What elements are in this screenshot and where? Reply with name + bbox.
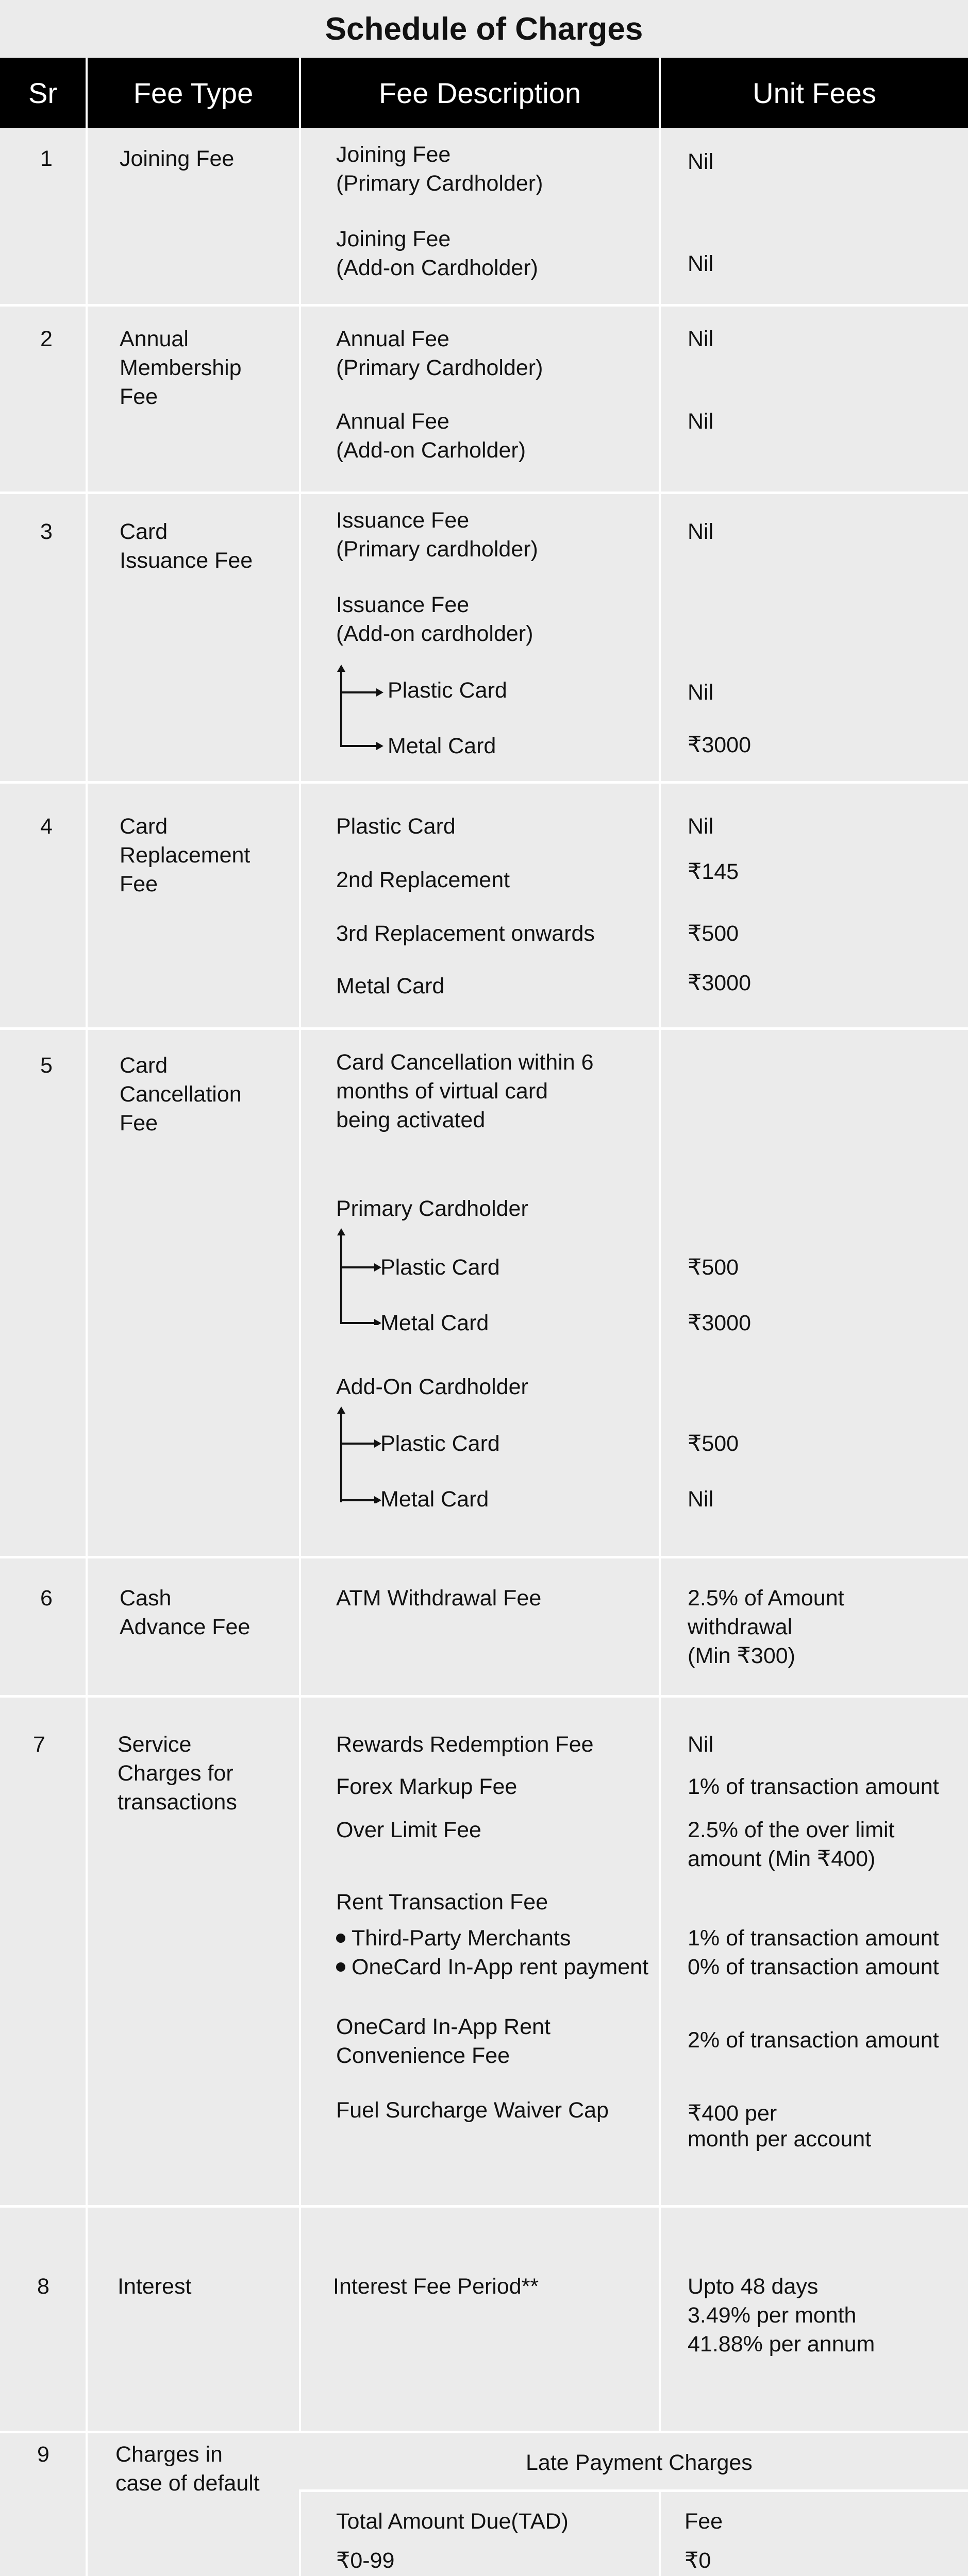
unit-fee-value: withdrawal [688, 1615, 793, 1639]
late-payment-divider [301, 2489, 968, 2492]
unit-fee-value: Nil [688, 1732, 714, 1757]
col-divider-2 [299, 58, 301, 2576]
fee-type-line: Charges in [115, 2442, 223, 2467]
row-divider [0, 492, 968, 494]
fee-description-line: Over Limit Fee [336, 1818, 481, 1842]
unit-fee-value: ₹145 [688, 859, 739, 884]
fee-description-line: Plastic Card [380, 1431, 500, 1456]
fee-description-line: Fuel Surcharge Waiver Cap [336, 2098, 609, 2123]
fee-description-line: Card Cancellation within 6 [336, 1050, 594, 1075]
late-payment-heading: Late Payment Charges [526, 2450, 753, 2475]
row-divider [0, 1027, 968, 1030]
fee-description-line: Metal Card [380, 1311, 489, 1335]
row-sr: 1 [40, 146, 53, 171]
fee-description-line: months of virtual card [336, 1079, 548, 1104]
fee-description-line: (Primary cardholder) [336, 537, 538, 562]
unit-fee-value: Nil [688, 1487, 714, 1512]
fee-description-line: Issuance Fee [336, 508, 470, 533]
unit-fee-value: ₹500 [688, 1255, 739, 1280]
fee-description-line: Third-Party Merchants [352, 1926, 571, 1951]
fee-type-line: Charges for [118, 1761, 233, 1786]
row-sr: 8 [37, 2274, 49, 2299]
unit-fee-value: ₹500 [688, 921, 739, 946]
unit-fee-value: 0% of transaction amount [688, 1955, 939, 1979]
fee-description-line: (Primary Cardholder) [336, 171, 543, 196]
fee-description-line: Annual Fee [336, 409, 449, 434]
fee-type-line: Fee [120, 384, 158, 409]
fee-description-line: Metal Card [336, 974, 445, 998]
late-payment-col-tad: Total Amount Due(TAD) [336, 2509, 569, 2534]
row-divider [0, 2431, 968, 2433]
unit-fee-value: 2.5% of Amount [688, 1586, 844, 1611]
fee-type-line: Annual [120, 327, 189, 351]
fee-description-line: (Primary Cardholder) [336, 355, 543, 380]
unit-fee-value: 2.5% of the over limit [688, 1818, 895, 1842]
header-unit-fees: Unit Fees [753, 76, 876, 109]
fee-description-line: ATM Withdrawal Fee [336, 1586, 542, 1611]
row-sr: 2 [40, 327, 53, 351]
fee-description-line: 2nd Replacement [336, 868, 510, 892]
row-sr: 9 [37, 2442, 49, 2467]
unit-fee-value: Nil [688, 814, 714, 839]
fee-type-line: Card [120, 519, 168, 544]
late-payment-col-fee: Fee [685, 2509, 723, 2534]
fee-description-line: 3rd Replacement onwards [336, 921, 595, 946]
fee-description-line: Metal Card [388, 734, 496, 758]
fee-type-line: Issuance Fee [120, 548, 253, 573]
tree-arrow-icon [330, 665, 387, 757]
row-sr: 7 [33, 1732, 45, 1757]
unit-fee-value: ₹500 [688, 1431, 739, 1456]
fee-type-line: case of default [115, 2471, 260, 2496]
fee-type-line: Card [120, 1053, 168, 1078]
fee-description-line: Plastic Card [388, 678, 507, 703]
unit-fee-value: 1% of transaction amount [688, 1774, 939, 1799]
fee-description-line: Joining Fee [336, 227, 451, 251]
unit-fee-value: Nil [688, 409, 714, 434]
fee-description-line: (Add-on Cardholder) [336, 256, 538, 280]
unit-fee-value: 2% of transaction amount [688, 2028, 939, 2053]
late-payment-col-gap [299, 2433, 301, 2489]
fee-description-line: Rent Transaction Fee [336, 1890, 548, 1914]
header-fee-type: Fee Type [133, 76, 254, 109]
row-sr: 6 [40, 1586, 53, 1611]
unit-fee-value: ₹3000 [688, 733, 752, 757]
fee-type-line: transactions [118, 1790, 237, 1815]
fee-description-line: Add-On Cardholder [336, 1375, 528, 1399]
row-sr: 3 [40, 519, 53, 544]
row-sr: 5 [40, 1053, 53, 1078]
unit-fee-value: 41.88% per annum [688, 2332, 875, 2357]
fee-description-line: Issuance Fee [336, 592, 470, 617]
fee-description-line: Plastic Card [336, 814, 456, 839]
row-divider [0, 1695, 968, 1698]
tree-arrow-icon [328, 1406, 385, 1503]
fee-description-line: OneCard In-App rent payment [352, 1955, 649, 1979]
unit-fee-value: ₹3000 [688, 1311, 752, 1335]
row-divider [0, 1556, 968, 1558]
table-header [0, 58, 968, 128]
fee-type-line: Fee [120, 872, 158, 896]
fee-description-line: Rewards Redemption Fee [336, 1732, 594, 1757]
fee-description-line: OneCard In-App Rent [336, 2014, 550, 2039]
col-divider-1 [86, 58, 88, 2576]
fee-type-line: Cancellation [120, 1082, 242, 1107]
unit-fee-value: month per account [688, 2127, 872, 2151]
unit-fee-value: Nil [688, 327, 714, 351]
unit-fee-value: 1% of transaction amount [688, 1926, 939, 1951]
fee-description-line: Annual Fee [336, 327, 449, 351]
header-fee-description: Fee Description [378, 76, 581, 109]
unit-fee-value: Upto 48 days [688, 2274, 819, 2299]
fee-description-line: (Add-on cardholder) [336, 621, 533, 646]
tier-tad: ₹0-99 [336, 2548, 395, 2573]
fee-description-line: Forex Markup Fee [336, 1774, 518, 1799]
unit-fee-value: Nil [688, 680, 714, 705]
fee-type-line: Interest [118, 2274, 192, 2299]
fee-description-line: Primary Cardholder [336, 1196, 528, 1221]
unit-fee-value: ₹3000 [688, 971, 752, 995]
row-divider [0, 781, 968, 784]
row-sr: 4 [40, 814, 53, 839]
fee-description-line: being activated [336, 1108, 486, 1132]
col-divider-3 [659, 58, 661, 2576]
bullet-icon [336, 1962, 345, 1972]
fee-type-line: Cash [120, 1586, 172, 1611]
fee-description-line: Interest Fee Period** [333, 2274, 539, 2299]
unit-fee-value: amount (Min ₹400) [688, 1846, 876, 1871]
unit-fee-value: 3.49% per month [688, 2303, 857, 2328]
unit-fee-value: (Min ₹300) [688, 1643, 795, 1668]
fee-description-line: Metal Card [380, 1487, 489, 1512]
unit-fee-value: ₹400 per [688, 2101, 777, 2126]
unit-fee-value: Nil [688, 519, 714, 544]
fee-type-line: Card [120, 814, 168, 839]
tree-arrow-icon [328, 1228, 385, 1325]
page-title: Schedule of Charges [325, 11, 643, 47]
unit-fee-value: Nil [688, 149, 714, 174]
fee-type-line: Service [118, 1732, 192, 1757]
tier-fee: ₹0 [685, 2548, 711, 2573]
bullet-icon [336, 1934, 345, 1943]
fee-description-line: Convenience Fee [336, 2043, 510, 2068]
unit-fee-value: Nil [688, 251, 714, 276]
fee-type-line: Joining Fee [120, 146, 235, 171]
fee-type-line: Fee [120, 1111, 158, 1136]
header-sr: Sr [28, 76, 57, 109]
fee-description-line: (Add-on Carholder) [336, 438, 526, 463]
fee-description-line: Plastic Card [380, 1255, 500, 1280]
fee-type-line: Advance Fee [120, 1615, 251, 1639]
fee-type-line: Replacement [120, 843, 251, 868]
fee-type-line: Membership [120, 355, 242, 380]
fee-description-line: Joining Fee [336, 142, 451, 167]
row-divider [0, 2205, 968, 2208]
row-divider [0, 304, 968, 307]
